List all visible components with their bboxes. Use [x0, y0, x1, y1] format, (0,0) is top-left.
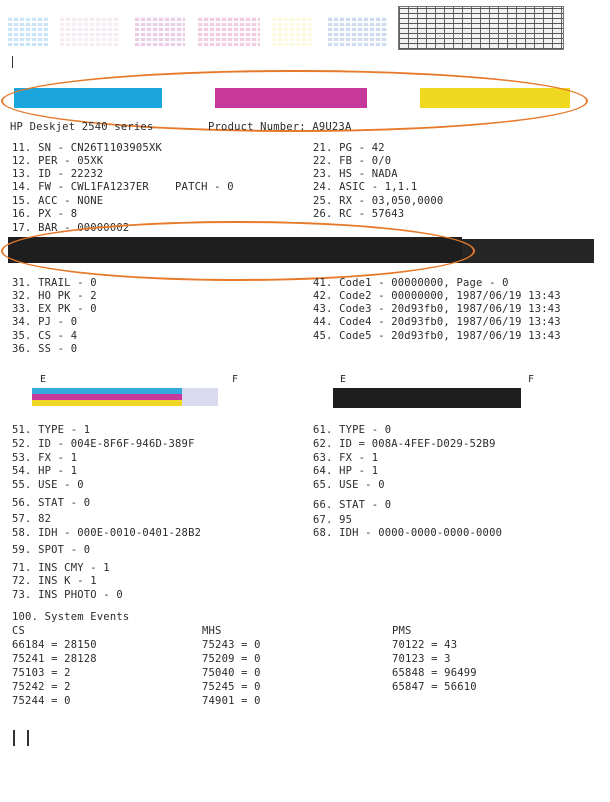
event-entry: 75241 = 28128 — [12, 653, 97, 665]
event-entry: 70123 = 3 — [392, 653, 451, 665]
event-entry: 74901 = 0 — [202, 695, 261, 707]
printer-model: HP Deskjet 2540 series — [10, 121, 154, 133]
black-empty-label: E — [340, 374, 347, 385]
info-line: 15. ACC - NONE — [12, 195, 104, 207]
annotation-ellipse-black — [1, 221, 475, 281]
info-line: 55. USE - 0 — [12, 479, 84, 491]
event-entry: 75103 = 2 — [12, 667, 71, 679]
info-line: 54. HP - 1 — [12, 465, 78, 477]
pms-header: PMS — [392, 625, 412, 637]
event-entry: 65848 = 96499 — [392, 667, 477, 679]
cs-header: CS — [12, 625, 26, 637]
info-line: 43. Code3 - 20d93fb0, 1987/06/19 13:43 — [313, 303, 561, 315]
info-line: 64. HP - 1 — [313, 465, 379, 477]
info-line: 59. SPOT - 0 — [12, 544, 91, 556]
info-line: 34. PJ - 0 — [12, 316, 78, 328]
info-line: 17. BAR - 00000002 — [12, 222, 130, 234]
info-line: 57. 82 — [12, 513, 52, 525]
tricolor-full-label: F — [232, 374, 239, 385]
events-title: 100. System Events — [12, 611, 130, 623]
test-pattern-pink — [198, 16, 260, 46]
info-line: 35. CS - 4 — [12, 330, 78, 342]
info-line: 53. FX - 1 — [12, 452, 78, 464]
event-entry: 75245 = 0 — [202, 681, 261, 693]
info-line: 63. FX - 1 — [313, 452, 379, 464]
info-line: 72. INS K - 1 — [12, 575, 97, 587]
info-line: 67. 95 — [313, 514, 353, 526]
info-line: 45. Code5 - 20d93fb0, 1987/06/19 13:43 — [313, 330, 561, 342]
info-line: 14. FW - CWL1FA1237ER PATCH - 0 — [12, 181, 234, 193]
info-line: 21. PG - 42 — [313, 142, 385, 154]
info-line: 58. IDH - 000E-0010-0401-28B2 — [12, 527, 202, 539]
yellow-level — [32, 400, 182, 406]
info-line: 66. STAT - 0 — [313, 499, 392, 511]
event-entry: 66184 = 28150 — [12, 639, 97, 651]
empty-level — [182, 388, 218, 406]
info-line: 56. STAT - 0 — [12, 497, 91, 509]
test-pattern-yellow — [272, 16, 312, 46]
info-line: 51. TYPE - 1 — [12, 424, 91, 436]
info-line: 33. EX PK - 0 — [12, 303, 97, 315]
info-line: 32. HO PK - 2 — [12, 290, 97, 302]
info-line: 13. ID - 22232 — [12, 168, 104, 180]
event-entry: 65847 = 56610 — [392, 681, 477, 693]
info-line: 22. FB - 0/0 — [313, 155, 392, 167]
info-line: 11. SN - CN26T1103905XK — [12, 142, 162, 154]
tricolor-empty-label: E — [40, 374, 47, 385]
info-line: 44. Code4 - 20d93fb0, 1987/06/19 13:43 — [313, 316, 561, 328]
event-entry: 75244 = 0 — [12, 695, 71, 707]
mhs-header: MHS — [202, 625, 222, 637]
info-line: 16. PX - 8 — [12, 208, 78, 220]
test-pattern-mixed — [60, 16, 120, 46]
tick-mark — [27, 730, 29, 746]
alignment-grid — [398, 6, 564, 50]
event-entry: 75040 = 0 — [202, 667, 261, 679]
event-entry: 75243 = 0 — [202, 639, 261, 651]
info-line: 12. PER - 05XK — [12, 155, 104, 167]
info-line: 31. TRAIL - 0 — [12, 277, 97, 289]
black-level-gauge — [333, 388, 521, 408]
event-entry: 70122 = 43 — [392, 639, 458, 651]
info-line: 24. ASIC - 1,1.1 — [313, 181, 418, 193]
info-line: 42. Code2 - 00000000, 1987/06/19 13:43 — [313, 290, 561, 302]
info-line: 26. RC - 57643 — [313, 208, 405, 220]
tick-mark — [12, 56, 13, 68]
info-line: 71. INS CMY - 1 — [12, 562, 110, 574]
event-entry: 75209 = 0 — [202, 653, 261, 665]
test-pattern-magenta — [135, 16, 185, 46]
tick-mark — [13, 730, 15, 746]
info-line: 68. IDH - 0000-0000-0000-0000 — [313, 527, 503, 539]
info-line: 36. SS - 0 — [12, 343, 78, 355]
black-bar-right — [462, 239, 594, 263]
product-number: Product Number: A9U23A — [208, 121, 352, 133]
info-line: 41. Code1 - 00000000, Page - 0 — [313, 277, 509, 289]
info-line: 62. ID = 008A-4FEF-D029-52B9 — [313, 438, 496, 450]
black-full-label: F — [528, 374, 535, 385]
info-line: 52. ID - 004E-8F6F-946D-389F — [12, 438, 195, 450]
test-pattern-cyan — [8, 16, 48, 46]
event-entry: 75242 = 2 — [12, 681, 71, 693]
test-pattern-blue — [328, 16, 388, 46]
info-line: 61. TYPE - 0 — [313, 424, 392, 436]
info-line: 25. RX - 03,050,0000 — [313, 195, 444, 207]
info-line: 73. INS PHOTO - 0 — [12, 589, 123, 601]
info-line: 23. HS - NADA — [313, 168, 398, 180]
tricolor-level-gauge — [32, 388, 218, 406]
info-line: 65. USE - 0 — [313, 479, 385, 491]
